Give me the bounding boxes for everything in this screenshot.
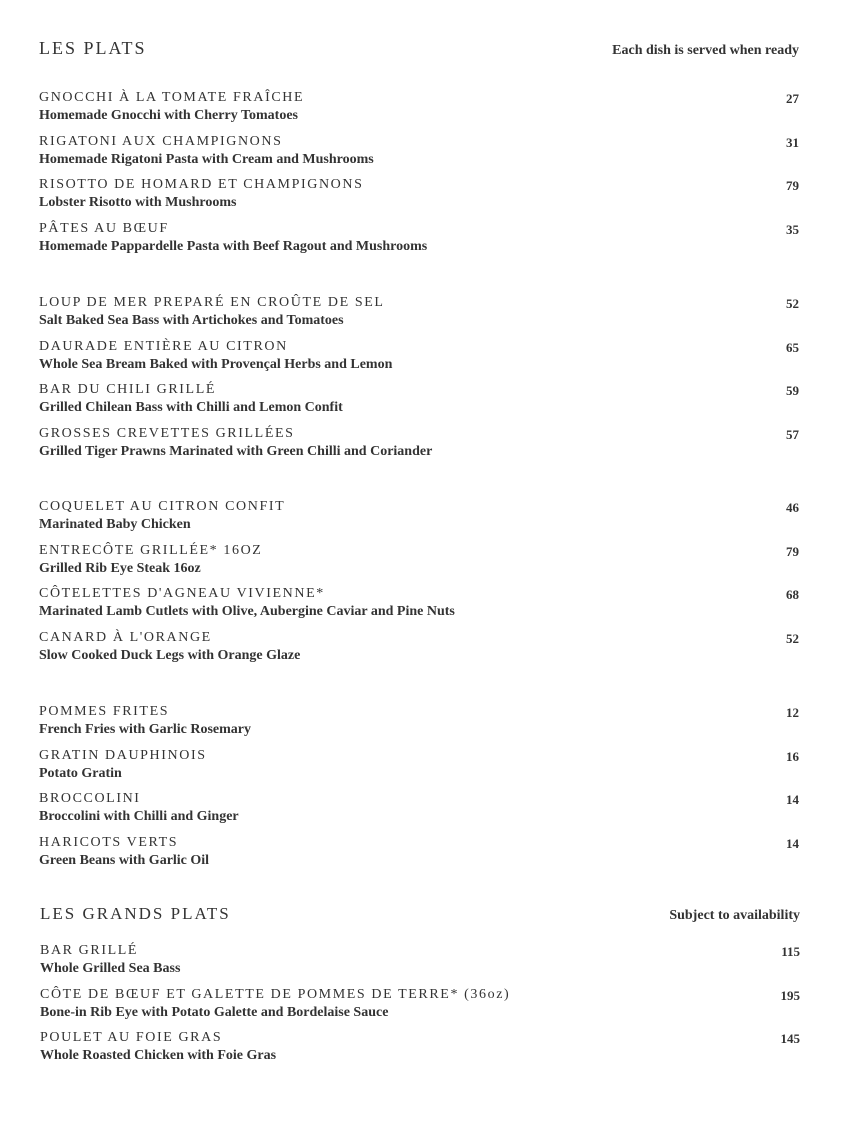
dish-name: BAR DU CHILI GRILLÉ [39, 382, 216, 398]
menu-item [39, 835, 799, 879]
dish-description: Marinated Baby Chicken [39, 517, 191, 532]
dish-name: POULET AU FOIE GRAS [40, 1030, 223, 1046]
dish-price: 35 [786, 222, 799, 238]
dish-description: Homemade Rigatoni Pasta with Cream and Mushrooms [39, 151, 374, 167]
dish-name: BAR GRILLÉ [40, 943, 139, 958]
dish-price: 115 [781, 944, 800, 959]
dish-description: Green Beans with Garlic Oil [39, 853, 210, 869]
dish-name: RISOTTO DE HOMARD ET CHAMPIGNONS [39, 177, 364, 193]
dish-name: COQUELET AU CITRON CONFIT [39, 499, 286, 514]
menu-item [40, 987, 800, 1031]
dish-name: BROCCOLINI [39, 791, 141, 807]
dish-price: 145 [780, 1031, 800, 1047]
dish-description: Potato Gratin [39, 765, 122, 781]
dish-name: GROSSES CREVETTES GRILLÉES [39, 426, 295, 442]
dish-description: Lobster Risotto with Mushrooms [39, 195, 237, 211]
menu-item [39, 543, 799, 587]
dish-description: Marinated Lamb Cutlets with Olive, Aubergine Caviar and Pine Nuts [39, 604, 455, 620]
dish-price: 46 [786, 500, 799, 515]
dish-description: Slow Cooked Duck Legs with Orange Glaze [39, 648, 301, 664]
dish-description: Homemade Pappardelle Pasta with Beef Ragout and Mushrooms [39, 239, 428, 255]
dish-name: LOUP DE MER PREPARÉ EN CROÛTE DE SEL [39, 295, 385, 310]
dish-price: 52 [786, 296, 799, 311]
menu-item [39, 791, 799, 835]
grands-group [40, 943, 800, 1074]
dish-price: 65 [786, 339, 799, 355]
dish-price: 14 [786, 836, 799, 852]
dish-name: DAURADE ENTIÈRE AU CITRON [39, 338, 288, 354]
section-note: Subject to availability [669, 908, 800, 923]
les-plats-header [39, 38, 799, 59]
meat-group [39, 499, 799, 674]
dish-name: CANARD À L'ORANGE [39, 630, 212, 646]
menu-item [39, 704, 799, 748]
menu-item [40, 1030, 800, 1074]
dish-name: CÔTE DE BŒUF ET GALETTE DE POMMES DE TERRE* (36oz) [40, 986, 511, 1002]
dish-price: 12 [786, 705, 799, 720]
menu-item [39, 630, 799, 674]
pasta-group [39, 90, 799, 265]
section-title: LES PLATS [39, 38, 147, 58]
dish-description: French Fries with Garlic Rosemary [39, 722, 252, 737]
menu-item [39, 90, 799, 134]
dish-name: ENTRECÔTE GRILLÉE* 16OZ [39, 542, 263, 558]
dish-price: 27 [786, 91, 799, 106]
dish-name: POMMES FRITES [39, 704, 170, 719]
dish-name: PÂTES AU BŒUF [39, 221, 169, 237]
les-grands-plats-header [40, 904, 800, 924]
dish-description: Bone-in Rib Eye with Potato Galette and Bordelaise Sauce [40, 1004, 389, 1020]
menu-item [39, 177, 799, 221]
dish-description: Homemade Gnocchi with Cherry Tomatoes [39, 108, 298, 123]
dish-name: RIGATONI AUX CHAMPIGNONS [39, 133, 283, 149]
menu-item [39, 339, 799, 383]
menu-item [39, 221, 799, 265]
dish-description: Grilled Chilean Bass with Chilli and Lemon Confit [39, 400, 343, 416]
dish-name: CÔTELETTES D'AGNEAU VIVIENNE* [39, 586, 325, 602]
dish-price: 79 [786, 543, 799, 559]
menu-item [39, 295, 799, 339]
dish-price: 52 [786, 631, 799, 647]
dish-price: 79 [786, 178, 799, 194]
dish-description: Grilled Rib Eye Steak 16oz [39, 560, 201, 576]
dish-name: GNOCCHI À LA TOMATE FRAÎCHE [39, 90, 305, 105]
section-title: LES GRANDS PLATS [40, 904, 231, 923]
dish-price: 14 [786, 792, 799, 808]
dish-price: 16 [786, 748, 799, 764]
menu-item [39, 426, 799, 470]
menu-item [39, 586, 799, 630]
dish-price: 57 [786, 427, 799, 443]
dish-name: HARICOTS VERTS [39, 835, 179, 851]
menu-item [39, 499, 799, 543]
dish-description: Whole Roasted Chicken with Foie Gras [40, 1048, 277, 1064]
dish-price: 59 [786, 383, 799, 399]
menu-item [39, 748, 799, 792]
menu-item [39, 382, 799, 426]
section-note: Each dish is served when ready [612, 43, 799, 58]
dish-description: Salt Baked Sea Bass with Artichokes and Tomatoes [39, 313, 344, 328]
dish-description: Grilled Tiger Prawns Marinated with Green Chilli and Coriander [39, 444, 433, 460]
dish-description: Whole Sea Bream Baked with Provençal Herbs and Lemon [39, 356, 393, 372]
dish-price: 31 [786, 134, 799, 150]
dish-name: GRATIN DAUPHINOIS [39, 747, 207, 763]
dish-price: 195 [780, 987, 800, 1003]
menu-item [40, 943, 800, 987]
dish-price: 68 [786, 587, 799, 603]
fish-group [39, 295, 799, 470]
sides-group [39, 704, 799, 879]
dish-description: Whole Grilled Sea Bass [40, 961, 181, 976]
menu-item [39, 134, 799, 178]
dish-description: Broccolini with Chilli and Ginger [39, 809, 239, 825]
